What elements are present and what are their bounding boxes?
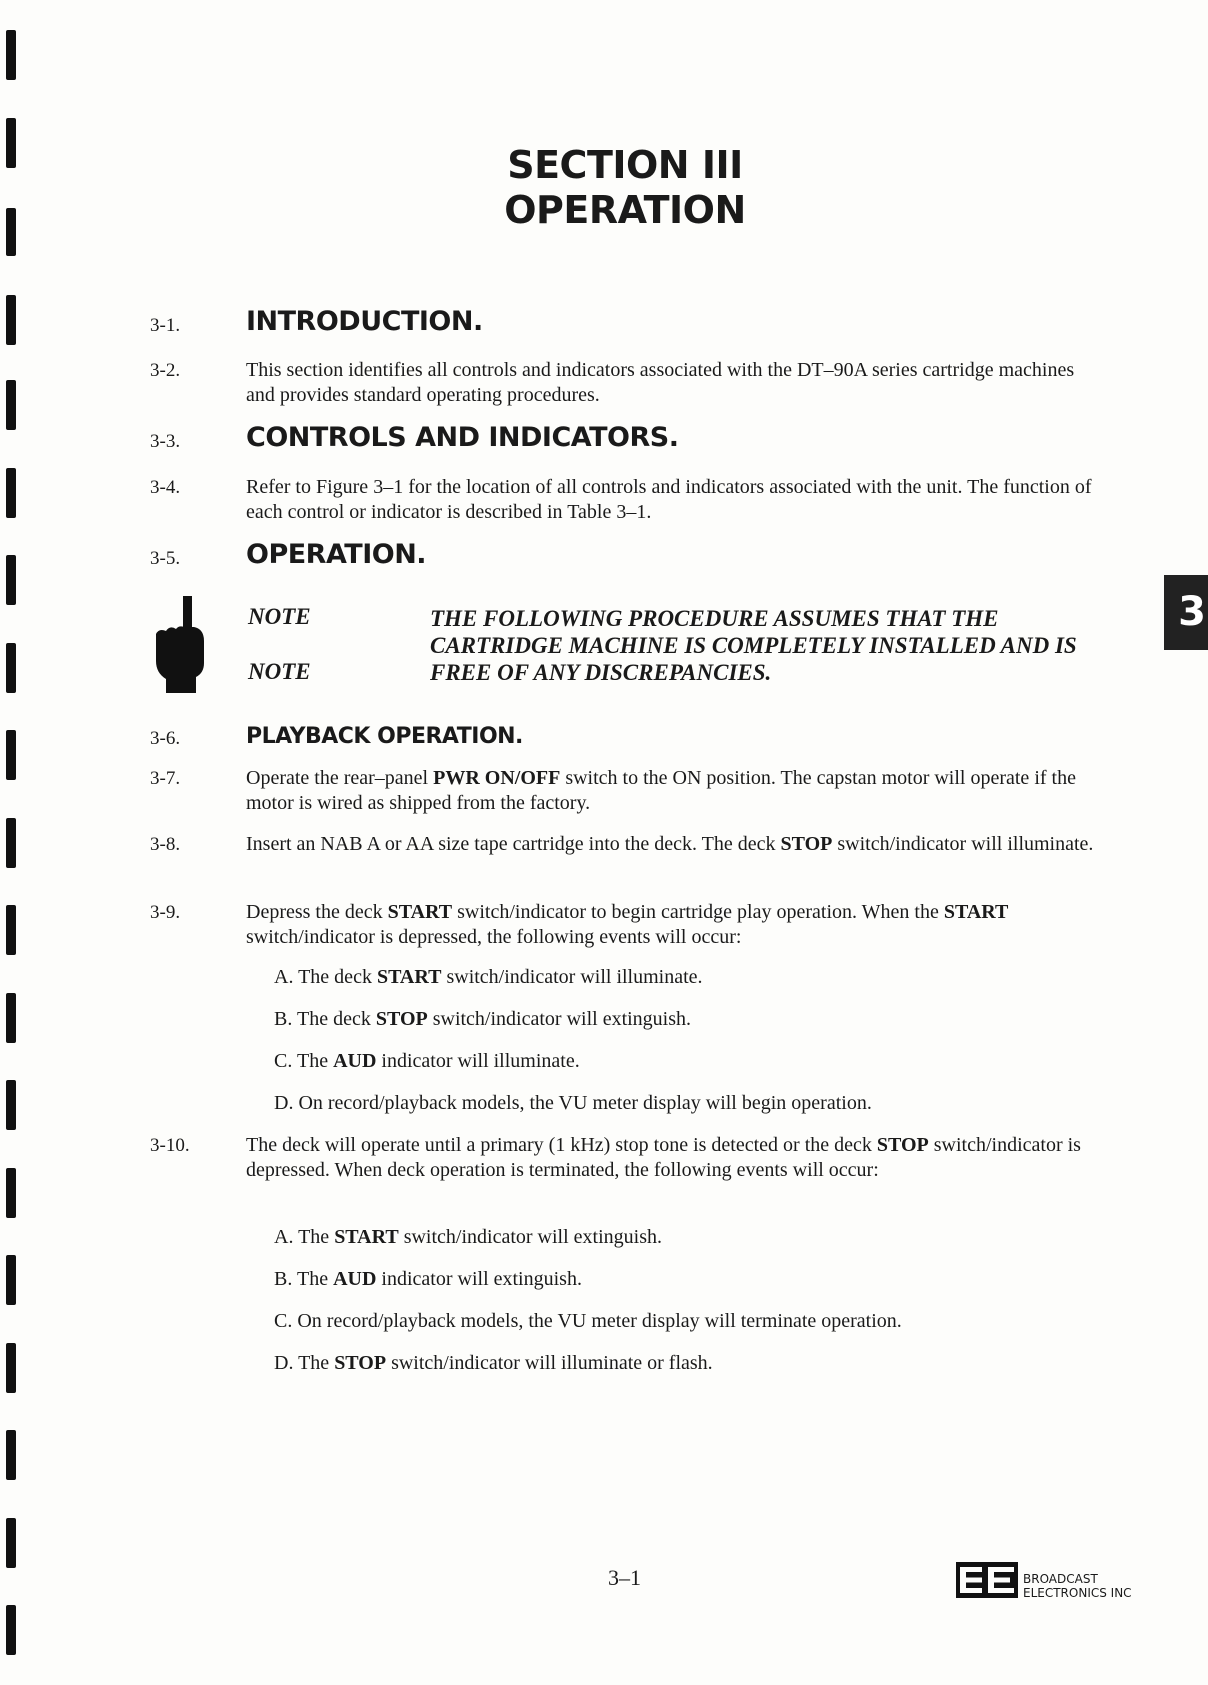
paragraph-number: 3-9. — [150, 902, 181, 923]
page-number: 3–1 — [608, 1565, 641, 1590]
paragraph-number: 3-6. — [150, 728, 181, 749]
pointing-hand-icon — [150, 596, 212, 696]
paragraph-number: 3-1. — [150, 315, 181, 336]
paragraph-text: Refer to Figure 3–1 for the location of all controls and indicators associated with the unit. The function of each control or indicator is described in Table 3–1. — [246, 476, 1092, 523]
list-item: A. The deck START switch/indicator will illuminate. — [274, 966, 703, 988]
company-logo — [956, 1562, 1018, 1598]
note-label: NOTE — [248, 604, 311, 629]
list-item: B. The deck STOP switch/indicator will extinguish. — [274, 1008, 692, 1030]
list-item: C. The AUD indicator will illuminate. — [274, 1050, 580, 1072]
section-tab-marker: 3 — [1164, 575, 1208, 650]
paragraph-text: The deck will operate until a primary (1 kHz) stop tone is detected or the deck STOP switch/indicator is depressed. When deck operation is terminated, the following events will occur: — [246, 1134, 1081, 1181]
note-text: THE FOLLOWING PROCEDURE ASSUMES THAT THE CARTRIDGE MACHINE IS COMPLETELY INSTALLED AND IS FREE OF ANY DISCREPANCIES. — [430, 606, 1077, 685]
list-item: A. The START switch/indicator will extinguish. — [274, 1226, 663, 1248]
paragraph-text: This section identifies all controls and indicators associated with the DT–90A series cartridge machines and provides standard operating procedures. — [246, 359, 1075, 406]
paragraph-number: 3-3. — [150, 431, 181, 452]
paragraph-number: 3-7. — [150, 768, 181, 789]
heading-controls-indicators: CONTROLS AND INDICATORS. — [246, 422, 679, 453]
company-name-line1: BROADCAST — [1023, 1572, 1098, 1586]
paragraph-number: 3-5. — [150, 548, 181, 569]
list-item: D. On record/playback models, the VU meter display will begin operation. — [274, 1092, 872, 1114]
paragraph-text: Operate the rear–panel PWR ON/OFF switch to the ON position. The capstan motor will operate if the motor is wired as shipped from the factory. — [246, 767, 1076, 814]
heading-playback-operation: PLAYBACK OPERATION. — [246, 724, 523, 749]
paragraph-number: 3-10. — [150, 1135, 190, 1156]
list-item: D. The STOP switch/indicator will illuminate or flash. — [274, 1352, 713, 1374]
note-label: NOTE — [248, 659, 311, 684]
section-title: SECTION III — [507, 143, 743, 187]
paragraph-number: 3-4. — [150, 477, 181, 498]
paragraph-text: Insert an NAB A or AA size tape cartridge into the deck. The deck STOP switch/indicator will illuminate. — [246, 833, 1094, 855]
heading-introduction: INTRODUCTION. — [246, 306, 483, 337]
paragraph-number: 3-2. — [150, 360, 181, 381]
list-item: B. The AUD indicator will extinguish. — [274, 1268, 582, 1290]
heading-operation: OPERATION. — [246, 539, 427, 570]
paragraph-text: Depress the deck START switch/indicator to begin cartridge play operation. When the START switch/indicator is depressed, the following events will occur: — [246, 901, 1009, 948]
company-name-line2: ELECTRONICS INC — [1023, 1586, 1132, 1600]
list-item: C. On record/playback models, the VU meter display will terminate operation. — [274, 1310, 902, 1332]
paragraph-number: 3-8. — [150, 834, 181, 855]
section-subtitle: OPERATION — [504, 188, 746, 232]
